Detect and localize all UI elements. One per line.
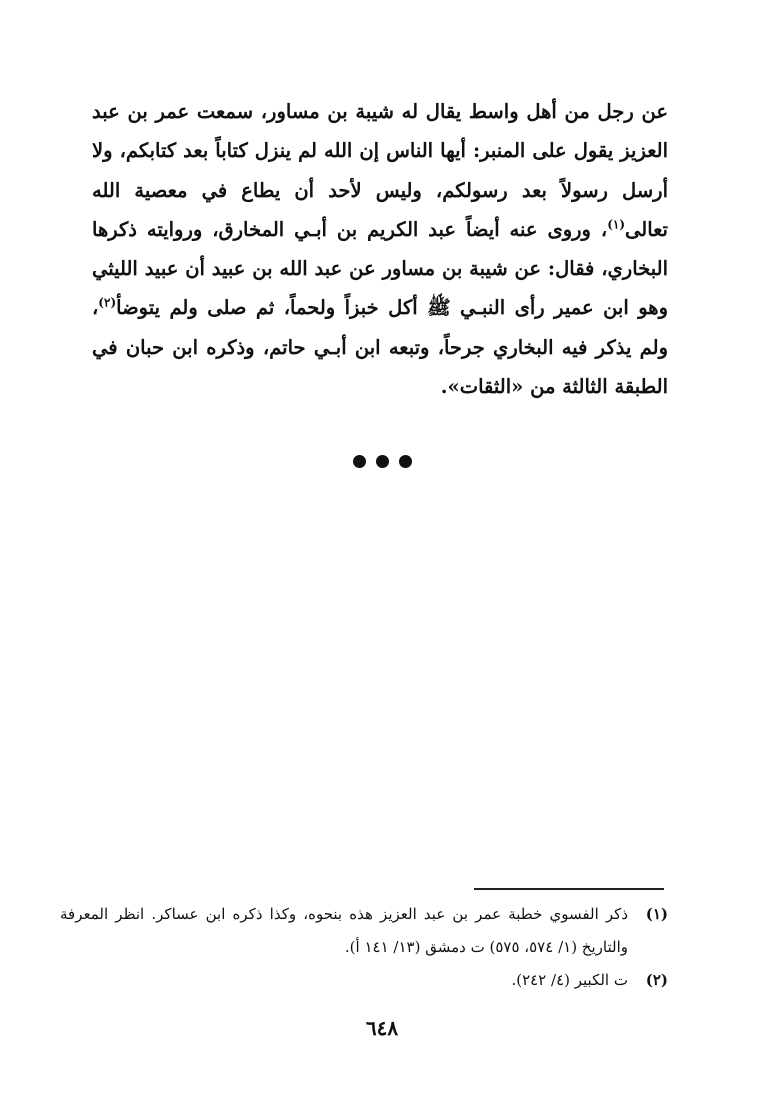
footnote-text: ت الكبير (٤/ ٢٤٢).: [511, 971, 628, 989]
footnotes-section: [60, 898, 668, 997]
paragraph-part-1: عن رجل من أهل واسط يقال له شيبة بن مساور، سمعت عمر بن عبد العزيز يقول على المنبر: أيها الناس إن الله لم ينزل كتاباً بعد كتابكم، ولا أرسل رسولاً بعد رسولكم، وليس لأحد أن يطاع في معصية الله تعالى: [92, 100, 668, 241]
footnote-2: [60, 964, 668, 997]
footnote-text: ذكر الفسوي خطبة عمر بن عبد العزيز هذه بنحوه، وكذا ذكره ابن عساكر. انظر المعرفة والتاريخ (١/ ٥٧٤، ٥٧٥) ت دمشق (١٣/ ١٤١ أ).: [60, 905, 628, 956]
section-separator: [0, 455, 764, 468]
footnote-1: [60, 898, 668, 964]
footnote-reference-1[interactable]: (١): [607, 217, 626, 232]
footnote-number: (١): [645, 905, 668, 923]
separator-dot-icon: [376, 455, 389, 468]
footnote-divider: [474, 888, 664, 890]
paragraph-part-2: ، وروى عنه أيضاً عبد الكريم بن أبـي المخارق، وروايته ذكرها البخاري، فقال: عن شيبة بن مساور عن عبد الله بن عبيد أن عبيد الليثي وهو ابن عمير رأى النبـي ﷺ أكل خبزاً ولحماً، ثم صلى ولم يتوضأ: [92, 217, 668, 320]
page-number: ٦٤٨: [365, 1016, 399, 1040]
paragraph-part-3: ، ولم يذكر فيه البخاري جرحاً، وتبعه ابن أبـي حاتم، وذكره ابن حبان في الطبقة الثالثة من «الثقات».: [92, 296, 668, 399]
footnote-number: (٢): [645, 971, 668, 989]
footnote-reference-2[interactable]: (٢): [98, 295, 117, 310]
separator-dot-icon: [353, 455, 366, 468]
main-text-block: [92, 92, 668, 406]
main-paragraph: [92, 92, 668, 406]
separator-dot-icon: [399, 455, 412, 468]
